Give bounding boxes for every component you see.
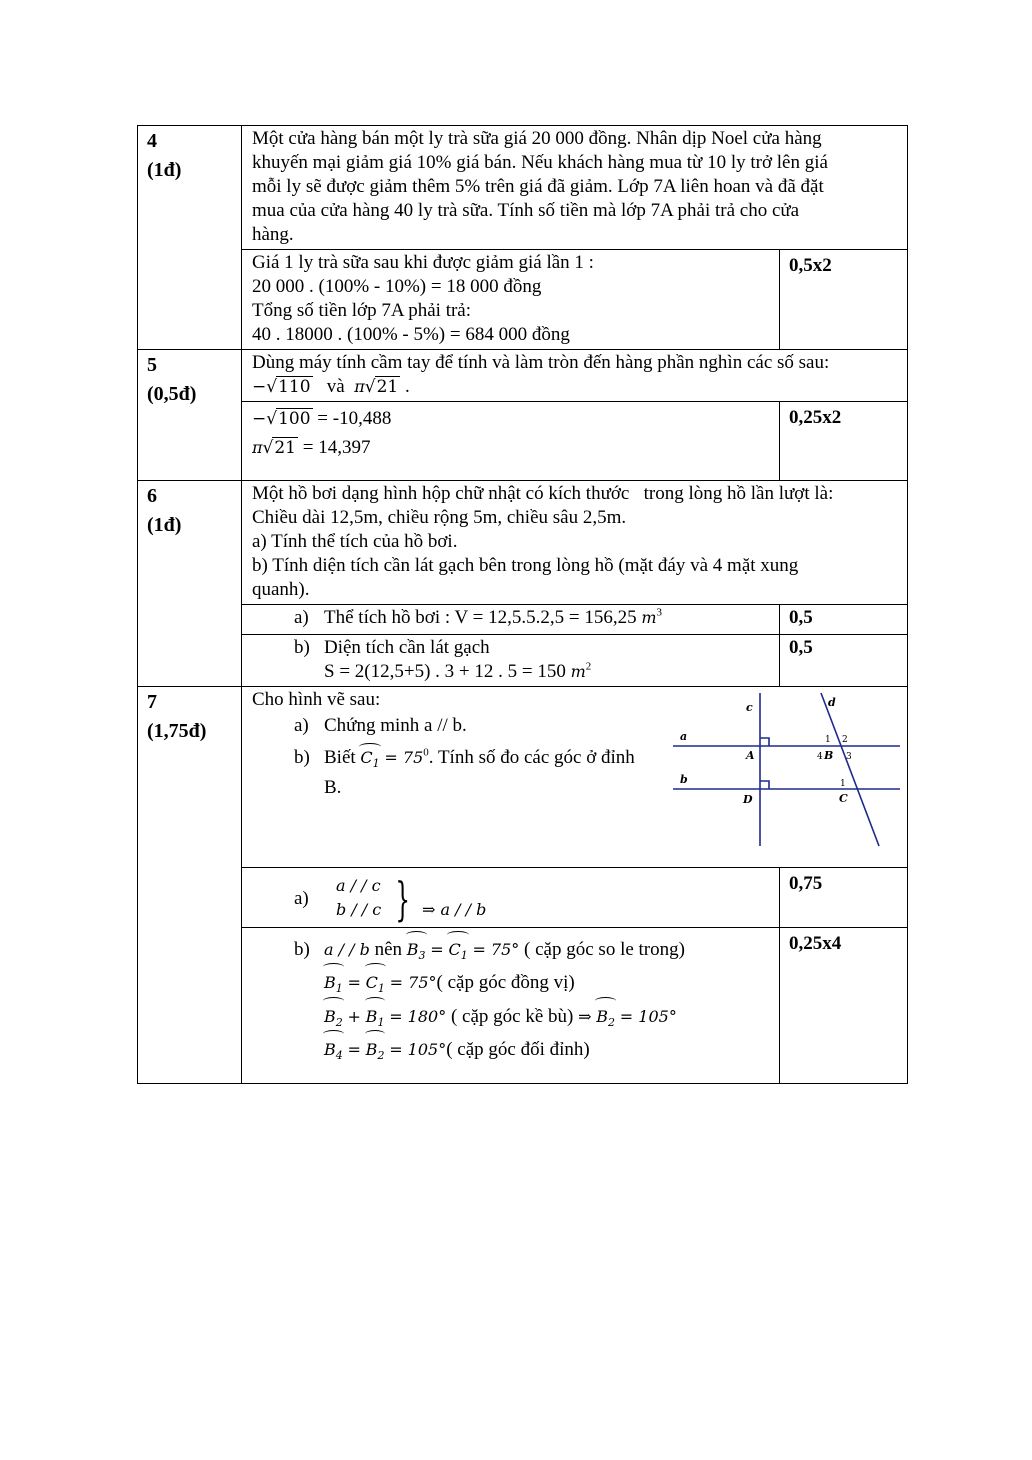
q6-b-line xyxy=(252,636,769,660)
label-a: a xyxy=(680,730,688,743)
q7-b-solution-row xyxy=(138,928,908,1084)
q4-score: 0,5x2 xyxy=(780,250,908,350)
q7-b-angle-letter: C xyxy=(360,748,373,767)
equals-sign: = xyxy=(430,940,444,959)
q4-problem-line: Một cửa hàng bán một ly trà sữa giá 20 000 đồng. Nhân dịp Noel cửa hàng xyxy=(252,128,822,149)
q6-number: 6 xyxy=(147,485,157,507)
q7-sol-b-line3-res: = 105° xyxy=(619,1007,677,1026)
q7-b-angle xyxy=(360,746,379,770)
q6-problem-line: quanh). xyxy=(252,579,310,600)
q7-sol-b-line4-body xyxy=(324,1033,769,1066)
q7-a-sol-line xyxy=(252,869,769,924)
q7-a-solution-row xyxy=(138,868,908,928)
q6-problem-line: Chiều dài 12,5m, chiều rộng 5m, chiều sâu 2,5m. xyxy=(252,507,627,528)
sqrt-symbol: √ xyxy=(262,438,274,458)
angle-num-1: 1 xyxy=(825,735,831,745)
q4-solution-line: Giá 1 ly trà sữa sau khi được giảm giá lần 1 : xyxy=(252,252,594,273)
q4-solution-line: 20 000 . (100% - 10%) = 18 000 đồng xyxy=(252,276,542,297)
q7-sol-a-line2: b / / c xyxy=(336,900,382,919)
q5-number-cell xyxy=(138,350,242,481)
q6-problem-line: b) Tính diện tích cần lát gạch bên trong lòng hồ (mặt đáy và 4 mặt xung xyxy=(252,555,799,576)
q7-sol-b-line2 xyxy=(252,966,769,1000)
angle-num-3: 3 xyxy=(846,752,852,762)
q4-solution-row xyxy=(138,250,908,350)
q5-and: và xyxy=(326,376,345,397)
q7-sol-b-line2-body xyxy=(324,966,769,1000)
q4-solution-line: 40 . 18000 . (100% - 5%) = 684 000 đồng xyxy=(252,324,570,345)
q4-problem-line: mua của cửa hàng 40 ly trà sữa. Tính số tiền mà lớp 7A phải trả cho cửa xyxy=(252,200,800,221)
sqrt-symbol: √ xyxy=(364,377,376,397)
line-d xyxy=(821,693,879,846)
q7-sol-a-result: ⇒ a / / b xyxy=(422,900,487,919)
q6-problem-row xyxy=(138,481,908,605)
q5-solution-line xyxy=(252,433,769,463)
angle-num-1-C: 1 xyxy=(840,779,846,789)
q7-sol-b-line3-note: ( cặp góc kề bù) xyxy=(450,1006,574,1027)
angle-B2: $B_2$ xyxy=(596,1000,615,1033)
q7-a-text: Chứng minh a // b. xyxy=(324,715,467,736)
q7-sol-b-mid: nên xyxy=(374,939,403,960)
q6-b-exponent: 2 xyxy=(585,660,592,673)
right-angle-mark-A xyxy=(760,738,769,746)
q5-sol2-value: = 14,397 xyxy=(302,437,371,458)
q6-b-text2: S = 2(12,5+5) . 3 + 12 . 5 = 150 xyxy=(324,661,566,682)
q7-b-text-post: . Tính số đo các góc ở đỉnh xyxy=(428,747,635,768)
right-brace-icon: } xyxy=(395,872,410,926)
q7-a-solution xyxy=(242,868,780,928)
angle-B4: $B_4$ xyxy=(324,1033,343,1066)
q7-intro: Cho hình vẽ sau: xyxy=(252,689,381,710)
parallel-lines-figure xyxy=(668,688,904,848)
q7-sol-b-line3-body xyxy=(324,1000,769,1033)
q7-b-text-line2: B. xyxy=(324,777,342,798)
q5-sol1-radicand: 100 xyxy=(278,409,311,429)
q7-sol-b-line1-note: ( cặp góc so le trong) xyxy=(524,939,685,960)
q7-sol-b-line3-eq: = 180° xyxy=(389,1007,447,1026)
q7-sol-a-score: 0,75 xyxy=(780,868,908,928)
angle-B2: $B_2$ xyxy=(324,1000,343,1033)
q7-a-label: a) xyxy=(294,715,309,736)
q4-number-cell xyxy=(138,126,242,350)
angle-B3: $B_3$ xyxy=(407,934,426,966)
angle-B2: $B_2$ xyxy=(366,1033,385,1066)
label-B: B xyxy=(824,749,834,762)
q7-sol-a-body xyxy=(324,872,769,924)
q5-solution-line xyxy=(252,405,769,433)
q5-sol1-value: = -10,488 xyxy=(317,408,392,429)
q7-sol-b-line4 xyxy=(252,1033,769,1066)
q7-sol-b-line2-note: ( cặp góc đồng vị) xyxy=(436,972,575,993)
q4-points: (1đ) xyxy=(147,159,182,181)
q6-a-exponent: 3 xyxy=(656,606,663,619)
q5-problem xyxy=(242,350,908,402)
q6-b-solution xyxy=(242,635,780,687)
q7-number: 7 xyxy=(147,691,157,713)
angle-num-2: 2 xyxy=(842,735,848,745)
q5-sol2-radicand: 21 xyxy=(274,438,296,458)
label-C: C xyxy=(839,792,848,805)
q7-b-eq: = 75 xyxy=(384,748,424,767)
q7-b-degree: 0 xyxy=(423,746,429,759)
pi-symbol: π xyxy=(354,377,365,396)
pi-symbol: π xyxy=(252,438,263,457)
q7-b-solution xyxy=(242,928,780,1084)
q4-problem xyxy=(242,126,908,250)
q4-solution xyxy=(242,250,780,350)
q5-expr1: 110 xyxy=(278,377,311,397)
q6-a-row xyxy=(138,605,908,635)
label-D: D xyxy=(743,793,753,806)
q6-points: (1đ) xyxy=(147,514,182,536)
label-c: c xyxy=(746,701,753,714)
q6-b-score: 0,5 xyxy=(780,635,908,687)
q7-sol-b-line1-eq: = 75° xyxy=(472,940,520,959)
q5-solution xyxy=(242,402,780,481)
q6-a-solution xyxy=(242,605,780,635)
q5-points: (0,5đ) xyxy=(147,383,197,405)
q7-points: (1,75đ) xyxy=(147,720,207,742)
q7-sol-b-line2-eq: = 75° xyxy=(389,973,437,992)
implies-arrow: ⇒ xyxy=(578,1007,592,1026)
q6-problem xyxy=(242,481,908,605)
q4-solution-line: Tổng số tiền lớp 7A phải trả: xyxy=(252,300,472,321)
q6-problem-line: a) Tính thể tích của hồ bơi. xyxy=(252,531,458,552)
q6-a-score: 0,5 xyxy=(780,605,908,635)
label-b: b xyxy=(680,773,688,786)
q7-sol-a-label: a) xyxy=(294,888,309,909)
plus-sign: + xyxy=(347,1007,361,1026)
minus-sqrt-symbol: −√ xyxy=(252,409,278,429)
q5-solution-row xyxy=(138,402,908,481)
q4-problem-line: mỗi ly sẽ được giảm thêm 5% trên giá đã giảm. Lớp 7A liên hoan và đã đặt xyxy=(252,176,824,197)
equals-sign: = xyxy=(347,973,361,992)
q7-sol-b-score: 0,25x4 xyxy=(780,928,908,1084)
angle-C1: $C_1$ xyxy=(366,966,385,1000)
q5-problem-expressions: −√110 và π√21 . xyxy=(252,376,410,397)
q5-number: 5 xyxy=(147,354,157,376)
q4-problem-line: hàng. xyxy=(252,224,294,245)
angle-num-4: 4 xyxy=(817,752,823,762)
q7-sol-b-line4-eq: = 105° xyxy=(389,1040,447,1059)
q7-b-label: b) xyxy=(294,747,310,768)
q7-sol-b-line3 xyxy=(252,1000,769,1033)
label-A: A xyxy=(746,749,755,762)
q4-problem-line: khuyến mại giảm giá 10% giá bán. Nếu khách hàng mua từ 10 ly trở lên giá xyxy=(252,152,828,173)
q7-number-cell xyxy=(138,687,242,1084)
q7-b-angle-sub: 1 xyxy=(372,757,380,771)
q6-b-unit: m xyxy=(570,662,586,681)
right-angle-mark-D xyxy=(760,781,769,789)
q5-problem-line: Dùng máy tính cầm tay để tính và làm tròn đến hàng phần nghìn các số sau: xyxy=(252,352,830,373)
q7-sol-a-line1: a / / c xyxy=(336,876,381,895)
answer-key-table xyxy=(137,125,908,1084)
q7-sol-b-label: b) xyxy=(294,939,310,960)
q6-a-unit: m xyxy=(641,608,657,627)
label-d: d xyxy=(828,696,836,709)
q6-a-label: a) xyxy=(294,607,309,628)
q6-b-line xyxy=(252,660,769,684)
q7-sol-a-premises xyxy=(324,872,383,924)
q5-expr2: 21 xyxy=(376,377,399,397)
q7-sol-b-premise: a / / b xyxy=(324,940,370,959)
q6-b-body xyxy=(324,660,769,684)
q6-a-body xyxy=(324,606,769,630)
q6-a-line xyxy=(252,606,769,630)
angle-B1: $B_1$ xyxy=(324,966,343,1000)
minus-sqrt-symbol: −√ xyxy=(252,377,278,397)
q5-score: 0,25x2 xyxy=(780,402,908,481)
q6-b-text1: Diện tích cần lát gạch xyxy=(324,637,490,658)
q6-b-row xyxy=(138,635,908,687)
q7-b-text-pre: Biết xyxy=(324,747,356,768)
q6-number-cell xyxy=(138,481,242,687)
q6-b-label: b) xyxy=(294,637,310,658)
q6-a-text: Thể tích hồ bơi : V = 12,5.5.2,5 = 156,25 xyxy=(324,607,637,628)
q5-problem-row xyxy=(138,350,908,402)
equals-sign: = xyxy=(347,1040,361,1059)
q7-sol-b-line4-note: ( cặp góc đối đỉnh) xyxy=(446,1039,590,1060)
angle-B1: $B_1$ xyxy=(366,1000,385,1033)
q4-number: 4 xyxy=(147,130,157,152)
q6-problem-line: Một hồ bơi dạng hình hộp chữ nhật có kích thước trong lòng hồ lần lượt là: xyxy=(252,483,834,504)
q7-sol-b-line1 xyxy=(252,934,769,966)
angle-C1: $C_1$ xyxy=(448,934,467,966)
q7-sol-b-line1-body xyxy=(324,934,769,966)
q4-problem-row xyxy=(138,126,908,250)
